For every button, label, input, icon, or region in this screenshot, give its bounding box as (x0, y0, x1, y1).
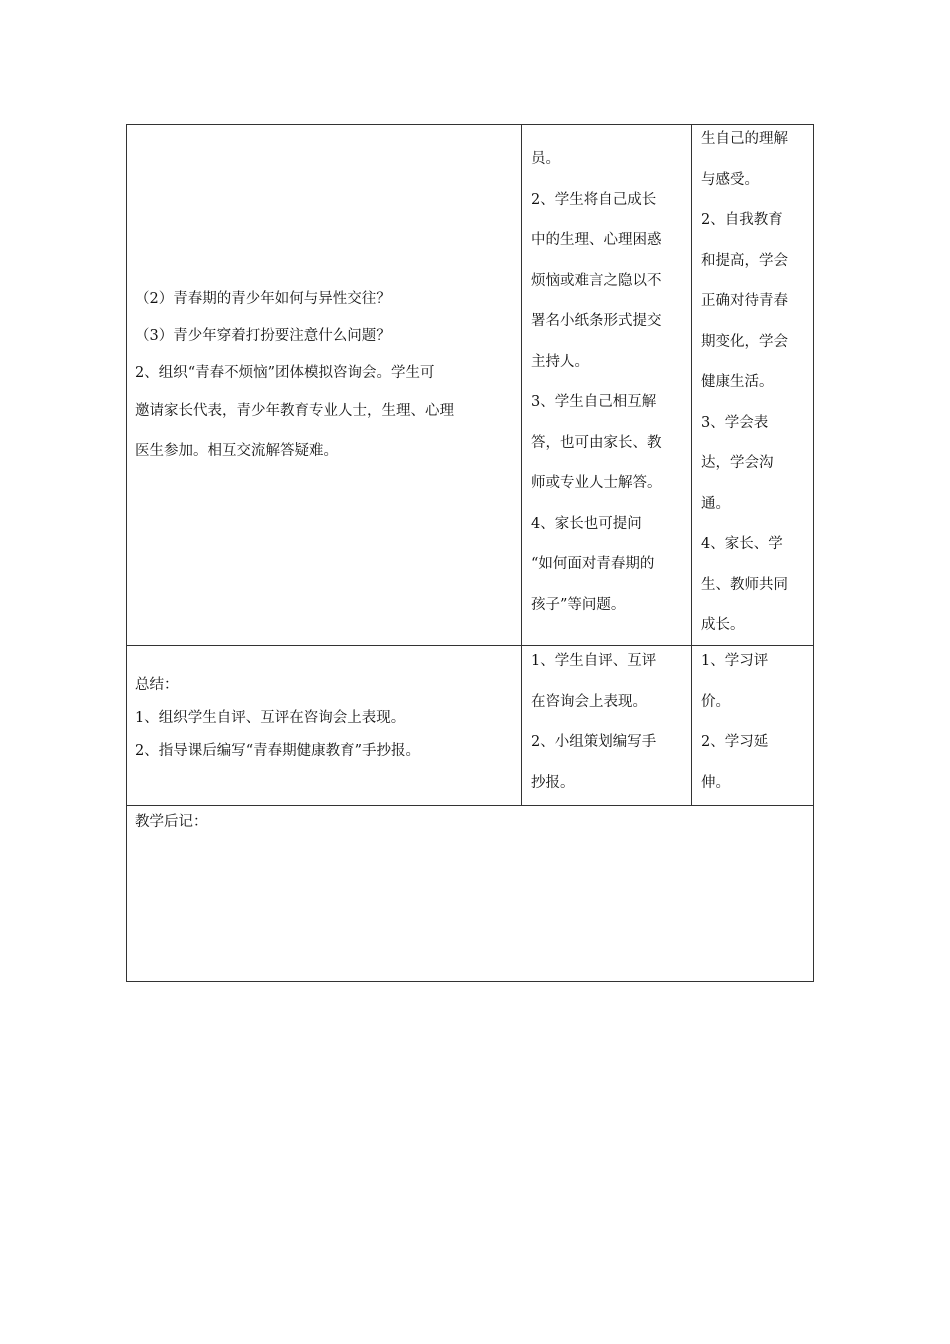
lesson-plan-table (126, 124, 814, 982)
student-line: 烦恼或难言之隐以不 (531, 272, 662, 289)
summary-line: 2、指导课后编写“青春期健康教育”手抄报。 (135, 743, 421, 759)
column-divider-1 (521, 125, 522, 805)
row1-activity-cell (135, 283, 519, 470)
student-line: 孩子”等问题。 (531, 596, 626, 613)
reflection-label: 教学后记： (135, 814, 208, 830)
intent-line: 和提高，学会 (701, 252, 788, 269)
intent-line: 达，学会沟 (701, 455, 774, 471)
intent-line: 与感受。 (701, 171, 759, 188)
student-line: 3、学生自己相互解 (531, 394, 657, 410)
intent-line: 2、自我教育 (701, 212, 783, 228)
student-line: 1、学生自评、互评 (531, 653, 657, 669)
intent-line: 1、学习评 (701, 653, 769, 669)
intent-line: 生自己的理解 (701, 131, 788, 147)
intent-line: 生、教师共同 (701, 576, 788, 593)
intent-line: 4、家长、学 (701, 536, 783, 552)
student-line: 员。 (531, 151, 560, 167)
row2-intent-cell (701, 641, 813, 803)
student-line: 在咨询会上表现。 (531, 693, 647, 710)
row1-intent-cell (701, 119, 813, 646)
student-line: 答，也可由家长、教 (531, 434, 662, 451)
student-line: 2、学生将自己成长 (531, 191, 657, 208)
intent-line: 伸。 (701, 774, 730, 791)
student-line: 署名小纸条形式提交 (531, 313, 662, 329)
intent-line: 价。 (701, 693, 730, 710)
student-line: 抄报。 (531, 774, 575, 791)
intent-line: 3、学会表 (701, 414, 769, 431)
row2-student-cell (531, 641, 691, 803)
activity-line: （3）青少年穿着打扮要注意什么问题？ (135, 328, 391, 344)
student-line: 2、小组策划编写手 (531, 734, 657, 750)
student-line: 师或专业人士解答。 (531, 475, 662, 491)
activity-line: 邀请家长代表，青少年教育专业人士，生理、心理 (135, 403, 454, 419)
student-line: “如何面对青春期的 (531, 556, 655, 572)
intent-line: 期变化，学会 (701, 333, 788, 350)
student-line: 4、家长也可提问 (531, 515, 642, 532)
row3-reflection-cell (135, 805, 805, 839)
row1-student-cell (531, 139, 691, 625)
column-divider-2 (691, 125, 692, 805)
student-line: 中的生理、心理困惑 (531, 232, 662, 248)
intent-line: 成长。 (701, 617, 745, 633)
summary-line: 总结： (135, 677, 179, 693)
row2-summary-cell (135, 669, 519, 768)
intent-line: 2、学习延 (701, 734, 769, 750)
intent-line: 正确对待青春 (701, 293, 788, 309)
activity-line: （2）青春期的青少年如何与异性交往？ (135, 291, 391, 307)
summary-line: 1、组织学生自评、互评在咨询会上表现。 (135, 710, 406, 726)
activity-line: 医生参加。相互交流解答疑难。 (135, 443, 338, 459)
intent-line: 通。 (701, 495, 730, 512)
intent-line: 健康生活。 (701, 374, 774, 390)
activity-line: 2、组织“青春不烦恼”团体模拟咨询会。学生可 (135, 365, 435, 381)
student-line: 主持人。 (531, 353, 589, 370)
